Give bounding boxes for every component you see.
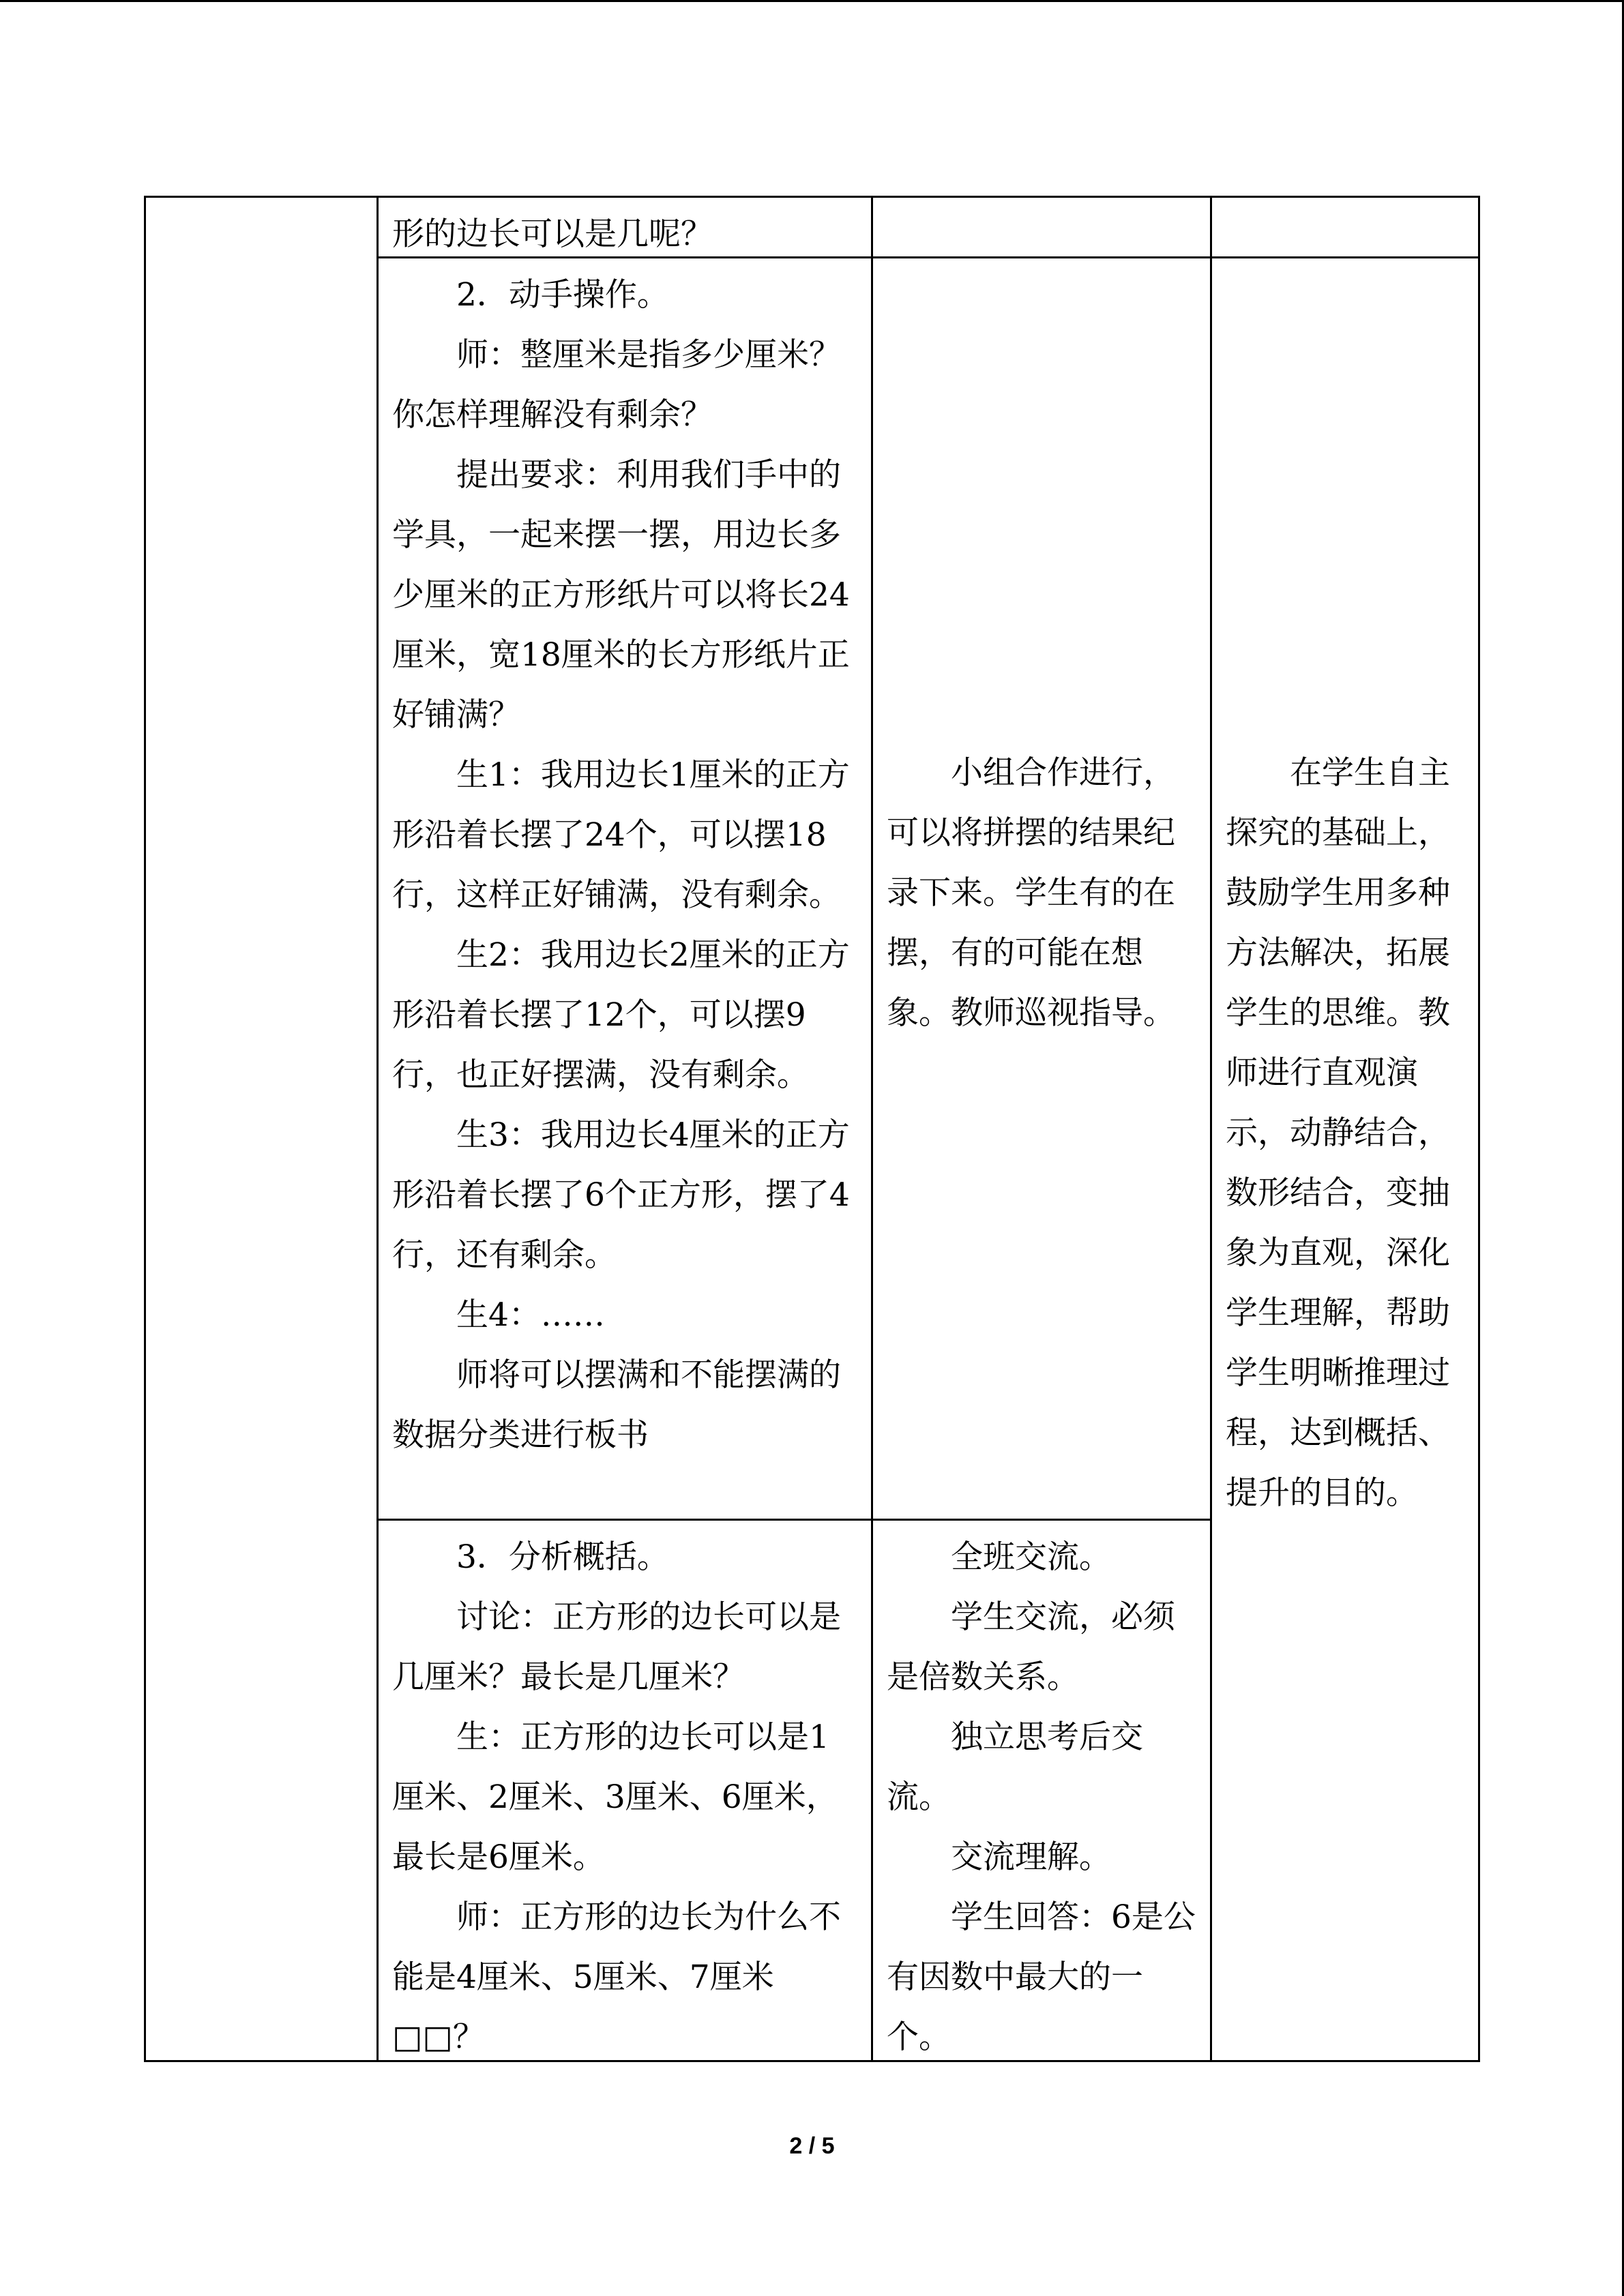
paragraph-student-reply: 学生回答：6是公有因数中最大的一个。 xyxy=(887,1898,1196,2056)
table-line-col1 xyxy=(377,196,379,2062)
paragraph-class-exchange: 全班交流。 xyxy=(951,1538,1111,1576)
paragraph-student-1: 生1：我用边长1厘米的正方形沿着长摆了24个，可以摆18行，这样正好铺满，没有剩余。 xyxy=(392,756,850,914)
row-bottom-procedure-cell xyxy=(392,1527,856,2068)
page-top-border xyxy=(0,0,1624,2)
table-line-top xyxy=(144,196,1480,198)
paragraph-group-work: 小组合作进行，可以将拼摆的结果纪录下来。学生有的在摆，有的可能在想象。教师巡视指导。 xyxy=(887,754,1175,1032)
paragraph-student-answer: 生：正方形的边长可以是1厘米、2厘米、3厘米、6厘米，最长是6厘米。 xyxy=(392,1718,838,1876)
paragraph-discussion: 讨论：正方形的边长可以是几厘米？最长是几厘米？ xyxy=(392,1598,841,1696)
table-line-col2 xyxy=(871,196,873,2062)
row-middle-procedure-cell xyxy=(392,265,856,1465)
paragraph-independent-thinking: 独立思考后交流。 xyxy=(887,1718,1143,1816)
row-middle-intent-cell xyxy=(1226,743,1475,1523)
table-line-col0 xyxy=(144,196,146,2062)
row-bottom-activity-cell xyxy=(887,1527,1204,2068)
paragraph-heading-2: 2．动手操作。 xyxy=(456,276,669,314)
paragraph-teacher-board: 师将可以摆满和不能摆满的数据分类进行板书 xyxy=(392,1356,841,1454)
paragraph-student-exchange: 学生交流，必须是倍数关系。 xyxy=(887,1598,1175,1696)
table-line-col4 xyxy=(1478,196,1480,2062)
paragraph-exchange-understanding: 交流理解。 xyxy=(951,1838,1111,1876)
row-middle-activity-cell xyxy=(887,743,1204,1043)
paragraph-teacher-question: 师：整厘米是指多少厘米？你怎样理解没有剩余？ xyxy=(392,336,841,434)
cell-text: 形的边长可以是几呢？ xyxy=(392,215,713,253)
paragraph-student-3: 生3：我用边长4厘米的正方形沿着长摆了6个正方形，摆了4行，还有剩余。 xyxy=(392,1116,850,1274)
paragraph-student-4: 生4：…… xyxy=(456,1296,605,1334)
page-number: 2 / 5 xyxy=(789,2133,835,2159)
paragraph-requirement: 提出要求：利用我们手中的学具，一起来摆一摆，用边长多少厘米的正方形纸片可以将长24厘米，宽18厘米的长方形纸片正好铺满？ xyxy=(392,456,850,734)
paragraph-heading-3: 3．分析概括。 xyxy=(456,1538,669,1576)
paragraph-design-intent: 在学生自主探究的基础上，鼓励学生用多种方法解决，拓展学生的思维。教师进行直观演示，动静结合，数形结合，变抽象为直观，深化学生理解，帮助学生明晰推理过程，达到概括、提升的目的。 xyxy=(1226,754,1450,1512)
table-line-row2 xyxy=(377,1519,1212,1521)
paragraph-student-2: 生2：我用边长2厘米的正方形沿着长摆了12个，可以摆9行，也正好摆满，没有剩余。 xyxy=(392,936,850,1094)
row-top-procedure-cell xyxy=(392,205,863,265)
paragraph-teacher-why: 师：正方形的边长为什么不能是4厘米、5厘米、7厘米□□？ xyxy=(392,1898,841,2056)
table-line-col3 xyxy=(1210,196,1212,2062)
